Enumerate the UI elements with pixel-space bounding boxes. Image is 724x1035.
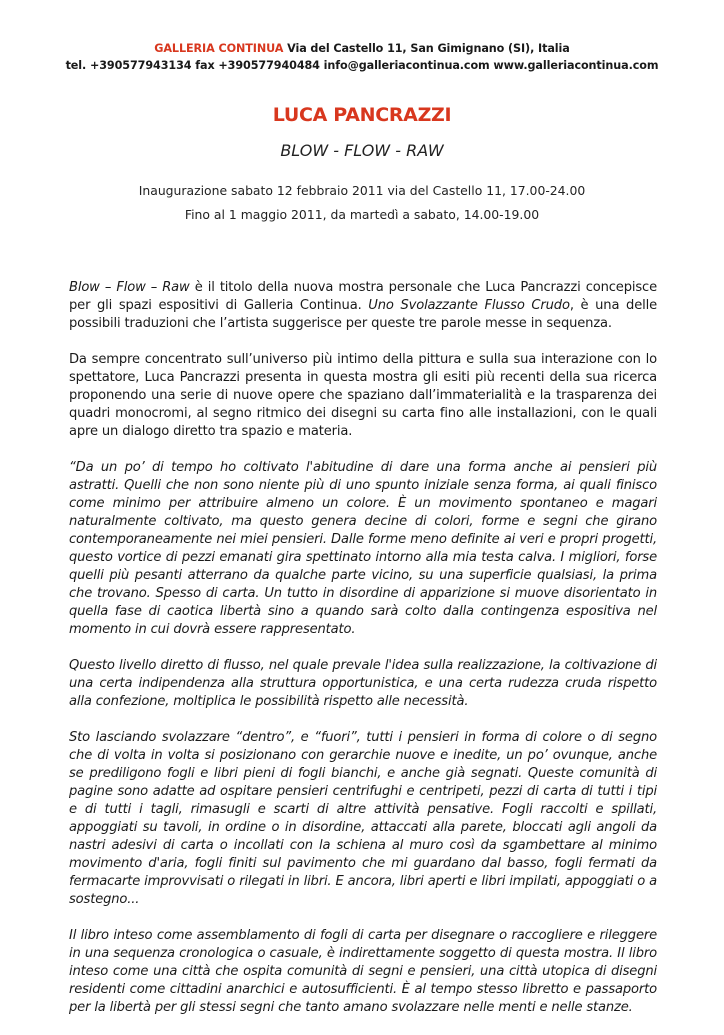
opening-line: Inaugurazione sabato 12 febbraio 2011 via del Castello 11, 17.00-24.00 — [138, 183, 586, 198]
gallery-name: GALLERIA CONTINUA — [154, 42, 284, 55]
intro-text-a: è il titolo della nuova mostra personale che Luca Pancrazzi concepisce per gli spazi espositivi di Galleria Continua. — [69, 280, 657, 313]
gallery-address: Via del Castello 11, San Gimignano (SI), Italia — [287, 42, 570, 55]
quote-paragraph-4: Il libro inteso come assemblamento di fogli di carta per disegnare o raccogliere e rileggere in una sequenza cronologica o casuale, è indirettamente soggetto di questa mostra. Il libro inteso come una città che ospita comunità di segni e pensieri, una città utopica di disegni residenti come cittadini anarchici e autosufficienti. È al tempo stesso libretto e passaporto per la libertà per gli stessi segni che tanto amano svolazzare nelle menti e nelle stanze. — [69, 928, 657, 1015]
letterhead-line-1 — [0, 40, 724, 57]
gallery-contacts: tel. +390577943134 fax +390577940484 info@galleriacontinua.com www.galleriacontinua.com — [65, 59, 659, 72]
quote-paragraph-3: Sto lasciando svolazzare “dentro”, e “fuori”, tutti i pensieri in forma di colore o di segno che di volta in volta si posizionano con gerarchie nuove e inedite, un po’ ovunque, anche se prediligono fogli e libri pieni di fogli bianchi, e anche già segnati. Queste comunità di pagine sono adatte ad ospitare pensieri centrifughi e centripeti, pezzi di carta di tutti i tipi e di tutti i tagli, rimasugli e scarti di altre attività pensative. Fogli raccolti e spillati, appoggiati su tavoli, in ordine o in disordine, attaccati alla parete, bloccati agli angoli da nastri adesivi di carta o incollati con la schiena al muro così da sgambettare al minimo movimento d'aria, fogli finiti sul pavimento che mi guardano dal basso, fogli fermati da fermacarte improvvisati o rilegati in libri. E ancora, libri aperti e libri impilati, appoggiati o a sostegno... — [69, 730, 657, 907]
letterhead — [0, 40, 724, 74]
intro-text-b: , è una delle possibili traduzioni che l’artista suggerisce per queste tre parole messe in sequenza. — [69, 298, 657, 331]
exhibition-subtitle: BLOW - FLOW - RAW — [280, 141, 444, 160]
description-paragraph: Da sempre concentrato sull’universo più intimo della pittura e sulla sua interazione con lo spettatore, Luca Pancrazzi presenta in questa mostra gli esiti più recenti della sua ricerca proponendo una serie di nuove opere che spaziano dall’immaterialità e la trasparenza dei quadri monocromi, al segno ritmico dei disegni su carta fino alle installazioni, con le quali apre un dialogo diretto tra spazio e materia. — [69, 352, 657, 439]
exhibition-dates — [0, 179, 724, 227]
artist-title: LUCA PANCRAZZI — [272, 104, 452, 126]
quote-paragraph-1: “Da un po’ di tempo ho coltivato l'abitudine di dare una forma anche ai pensieri più astratti. Quelli che non sono niente più di uno spunto iniziale senza forma, ai quali finisco come minimo per attribuire almeno un colore. È un movimento spontaneo e magari naturalmente coltivato, ma questo genera decine di colori, forme e segni che girano contemporaneamente nei miei pensieri. Dalle forme meno definite ai veri e propri progetti, questo vortice di pezzi emanati gira spettinato intorno alla mia testa calva. I migliori, forse quelli più pesanti atterrano da qualche parte vicino, su una superficie qualsiasi, la prima che trovano. Spesso di carta. Un tutto in disordine di apparizione si muove disorientato in quella fase di caotica libertà sino a quando sarà colto dalla contingenza espositiva nel momento in cui dovrà essere rappresentato. — [69, 460, 657, 637]
duration-line: Fino al 1 maggio 2011, da martedì a sabato, 14.00-19.00 — [184, 207, 540, 222]
intro-paragraph — [69, 279, 657, 333]
body-text — [69, 279, 657, 1035]
intro-translation-italic: Uno Svolazzante Flusso Crudo — [368, 298, 570, 313]
quote-paragraph-2: Questo livello diretto di flusso, nel quale prevale l'idea sulla realizzazione, la coltivazione di una certa indipendenza alla struttura opportunistica, e una certa rudezza cruda rispetto alla confezione, moltiplica le possibilità rispetto alle necessità. — [69, 658, 657, 709]
intro-title-italic: Blow – Flow – Raw — [69, 280, 190, 295]
